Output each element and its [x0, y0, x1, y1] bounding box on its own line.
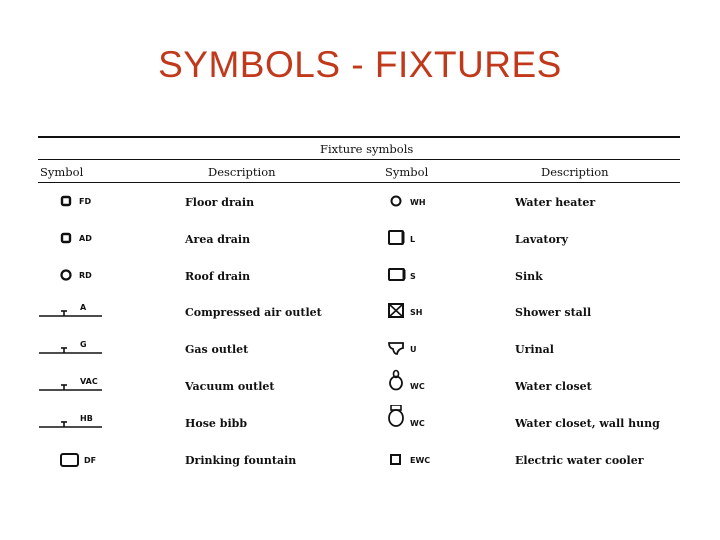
fixture-description: Water closet [515, 380, 592, 393]
symbol-code: AD [79, 233, 92, 243]
header-symbol-right: Symbol [385, 165, 429, 179]
square-drain-icon [56, 192, 76, 212]
fixture-description: Electric water cooler [515, 453, 644, 467]
water-heater-icon [386, 192, 408, 212]
fixture-description: Roof drain [185, 269, 251, 283]
symbol-code: SH [410, 308, 423, 318]
fixture-description: Water heater [515, 196, 596, 209]
outlet-line-icon [38, 338, 104, 358]
fixture-description: Water closet, wall hung [515, 416, 660, 430]
symbol-code: U [410, 345, 417, 355]
outlet-line-icon [38, 412, 104, 432]
header-description-left: Description [208, 165, 276, 179]
square-drain-icon [56, 229, 76, 249]
fixture-description: Hose bibb [185, 416, 248, 430]
fixture-description: Area drain [185, 232, 251, 246]
fixture-description: Compressed air outlet [185, 306, 322, 320]
symbol-code: EWC [410, 455, 431, 465]
symbol-code: A [80, 303, 87, 313]
symbol-code: S [410, 271, 416, 281]
symbol-code: WH [410, 198, 426, 207]
symbol-code: L [410, 234, 416, 244]
header-rule [38, 182, 680, 183]
symbol-code: FD [79, 197, 92, 206]
drinking-fountain-icon [38, 450, 82, 472]
symbol-code: RD [79, 270, 92, 280]
fixture-description: Shower stall [515, 306, 592, 320]
symbol-code: G [80, 340, 87, 350]
urinal-icon [386, 339, 408, 359]
symbol-code: WC [410, 382, 425, 391]
caption-rule [38, 159, 680, 160]
wall-hung-water-closet-icon [386, 405, 406, 429]
header-symbol-left: Symbol [40, 165, 84, 179]
fixture-description: Drinking fountain [185, 453, 297, 467]
symbol-code: VAC [80, 377, 98, 386]
fixture-symbols-table [38, 132, 680, 472]
header-description-right: Description [541, 165, 609, 179]
fixture-description: Vacuum outlet [185, 380, 275, 393]
table-caption: Fixture symbols [320, 142, 414, 156]
circle-drain-icon [56, 266, 76, 286]
slide-title: SYMBOLS - FIXTURES [158, 44, 562, 85]
fixture-description: Sink [515, 269, 543, 283]
sink-icon [386, 266, 408, 286]
outlet-line-icon [38, 301, 104, 321]
symbol-code: DF [84, 455, 97, 465]
electric-water-cooler-icon [386, 450, 408, 470]
fixture-description: Floor drain [185, 196, 255, 209]
fixture-description: Lavatory [515, 232, 568, 246]
shower-stall-icon [386, 302, 408, 322]
lavatory-icon [386, 229, 408, 249]
symbol-code: HB [80, 413, 93, 423]
fixture-description: Gas outlet [185, 343, 249, 357]
symbol-code: WC [410, 418, 425, 428]
water-closet-icon [386, 368, 406, 392]
fixture-description: Urinal [515, 343, 554, 357]
table-top-rule [38, 136, 680, 138]
